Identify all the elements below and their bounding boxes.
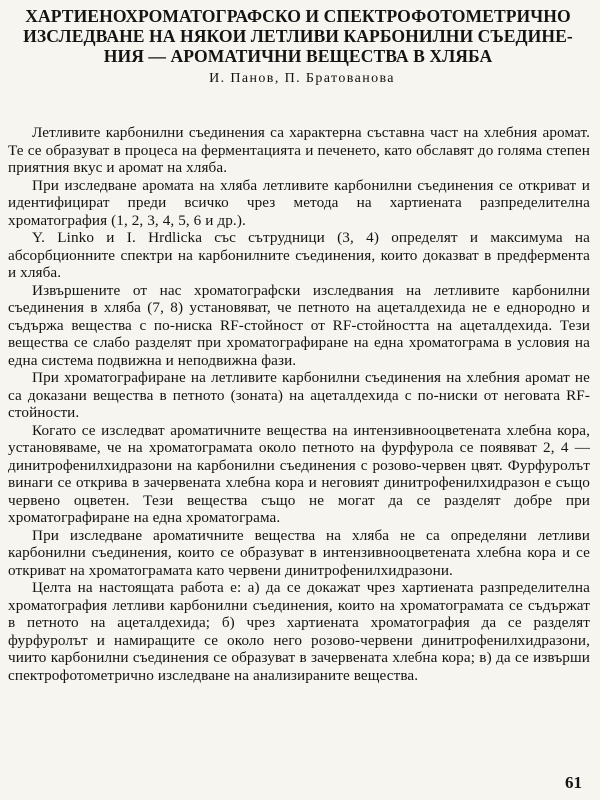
- paragraph-2: При изследване аромата на хляба летливите карбонилни съединения се откриват и идентифицират преди всичко чрез метода на хартиената разпределителна хроматография (1, 2, 3, 4, 5, 6 и др.).: [8, 176, 590, 229]
- paragraph-3: Y. Linko и I. Hrdlicka със сътрудници (3, 4) определят и максимума на абсорбционните спектри на карбонилните съединения, които доказват в предфермента и хляба.: [8, 229, 590, 281]
- title-line-3: НИЯ — АРОМАТИЧНИ ВЕЩЕСТВА В ХЛЯБА: [103, 46, 493, 66]
- paragraph-8: Целта на настоящата работа е: а) да се докажат чрез хартиената разпределителна хроматография летливи карбонилни съединения, които на хроматограмата се съдържат в петното на ацеталдехида; б) чрез хартиената хроматография да се разделят фурфуролът и намиращите се около него розово-червени динитрофенилхидразони, чиито карбонилни съединения се образуват в зачервената хлебна кора; в) да се извърши спектрофотометрично изследване на анализираните вещества.: [8, 579, 590, 684]
- paragraph-6: Когато се изследват ароматичните вещества на интензивнооцветената хлебна кора, установяваме, че на хроматограмата около петното на фурфурола се появяват 2, 4 — динитрофенилхидразони на карбонилни съединения с розово-червен цвят. Фурфуролът винаги се открива в зачервената хлебна кора и неговият динитрофенилхидразон е също червено оцветен. Тези вещества също не могат да се разделят добре при хроматографиране на една хроматограма.: [8, 421, 590, 526]
- article-body: [6, 124, 590, 684]
- title-line-1: ХАРТИЕНОХРОМАТОГРАФСКО И СПЕКТРОФОТОМЕТРИЧНО: [25, 6, 571, 26]
- article-title: [6, 6, 590, 66]
- paragraph-5: При хроматографиране на летливите карбонилни съединения на хлебния аромат не са доказани вещества в петното (зоната) на ацеталдехида с по-ниски от неговата RF-стойности.: [8, 369, 590, 421]
- paragraph-7: При изследване ароматичните вещества на хляба не са определяни летливи карбонилни съединения, които се образуват в интензивнооцветената хлебна кора и се откриват на хроматограмата като червени динитрофенилхидразони.: [8, 526, 590, 579]
- paragraph-1: Летливите карбонилни съединения са характерна съставна част на хлебния аромат. Те се образуват в процеса на ферментацията и печенето, като обславят до голяма степен приятния вкус и аромат на хляба.: [8, 124, 590, 176]
- paragraph-4: Извършените от нас хроматографски изследвания на летливите карбонилни съединения в хляба (7, 8) установяват, че петното на ацеталдехида не е еднородно и съдържа вещества с по-ниска RF-стойност от RF-стойността на ацеталдехида. Тези вещества се слабо разделят при хроматографиране на една хроматограма в условия на една система подвижна и неподвижна фази.: [8, 281, 590, 369]
- title-line-2: ИЗСЛЕДВАНЕ НА НЯКОИ ЛЕТЛИВИ КАРБОНИЛНИ СЪЕДИНЕ-: [23, 26, 573, 46]
- page-number: 61: [565, 773, 582, 792]
- article-authors: И. Панов, П. Братованова: [209, 71, 395, 86]
